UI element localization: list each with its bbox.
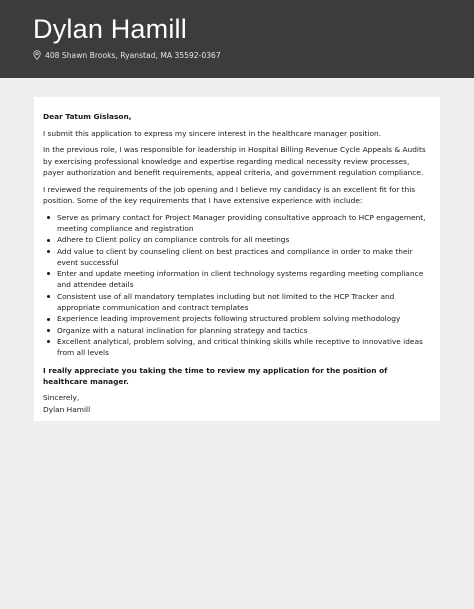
signature-name: Dylan Hamill <box>43 404 91 414</box>
cover-letter-card <box>34 97 440 421</box>
bullet-icon <box>47 250 50 253</box>
bullet-icon <box>47 318 50 321</box>
list-item-text: Organize with a natural inclination for planning strategy and tactics <box>57 325 308 335</box>
signoff: Sincerely, <box>43 393 80 403</box>
list-item-text: Experience leading improvement projects following structured problem solving methodology <box>57 314 401 324</box>
bullet-icon <box>47 239 50 242</box>
list-item-text: Consistent use of all mandatory templates including but not limited to the HCP Tracker and appropriate communication and contract templates <box>57 291 395 313</box>
requirements-intro-paragraph: I reviewed the requirements of the job opening and I believe my candidacy is an excellent fit for this position. Some of the key requirements that I have extensive experience with include: <box>43 184 416 205</box>
list-item <box>43 268 431 291</box>
requirements-list <box>43 212 431 359</box>
list-item <box>43 234 431 245</box>
bullet-icon <box>47 295 50 298</box>
previous-role-paragraph: In the previous role, I was responsible for leadership in Hospital Billing Revenue Cycle Appeals & Audits by exercising professional knowledge and expertise regarding medical necessity review processes, payer authorization and benefit requirements, appeal criteria, and government regulation compliance. <box>43 145 426 177</box>
list-item-text: Enter and update meeting information in client technology systems regarding meeting compliance and attendee details <box>57 269 424 290</box>
list-item-text: Adhere to Client policy on compliance controls for all meetings <box>57 235 290 245</box>
closing-statement: I really appreciate you taking the time to review my application for the position of healthcare manager. <box>43 365 388 386</box>
applicant-name: Dylan Hamill <box>33 14 187 44</box>
list-item <box>43 325 431 336</box>
list-item <box>43 291 431 314</box>
address-row <box>33 49 221 61</box>
salutation: Dear Tatum Gislason, <box>43 112 132 121</box>
intro-paragraph: I submit this application to express my sincere interest in the healthcare manager position. <box>43 128 382 138</box>
resume-header <box>0 0 474 78</box>
list-item-text: Serve as primary contact for Project Manager providing consultative approach to HCP engagement, meeting compliance and registration <box>57 212 426 233</box>
bullet-icon <box>47 340 50 343</box>
bullet-icon <box>47 329 50 332</box>
list-item <box>43 336 431 359</box>
list-item <box>43 212 431 235</box>
list-item-text: Excellent analytical, problem solving, and critical thinking skills while receptive to innovative ideas from all levels <box>57 336 423 358</box>
map-pin-icon <box>33 50 41 60</box>
list-item <box>43 246 431 269</box>
bullet-icon <box>47 272 50 275</box>
bullet-icon <box>47 216 50 219</box>
address-text: 408 Shawn Brooks, Ryanstad, MA 35592-0367 <box>45 50 221 60</box>
list-item-text: Add value to client by counseling client on best practices and compliance in order to make their event successful <box>57 246 413 267</box>
list-item <box>43 313 431 324</box>
